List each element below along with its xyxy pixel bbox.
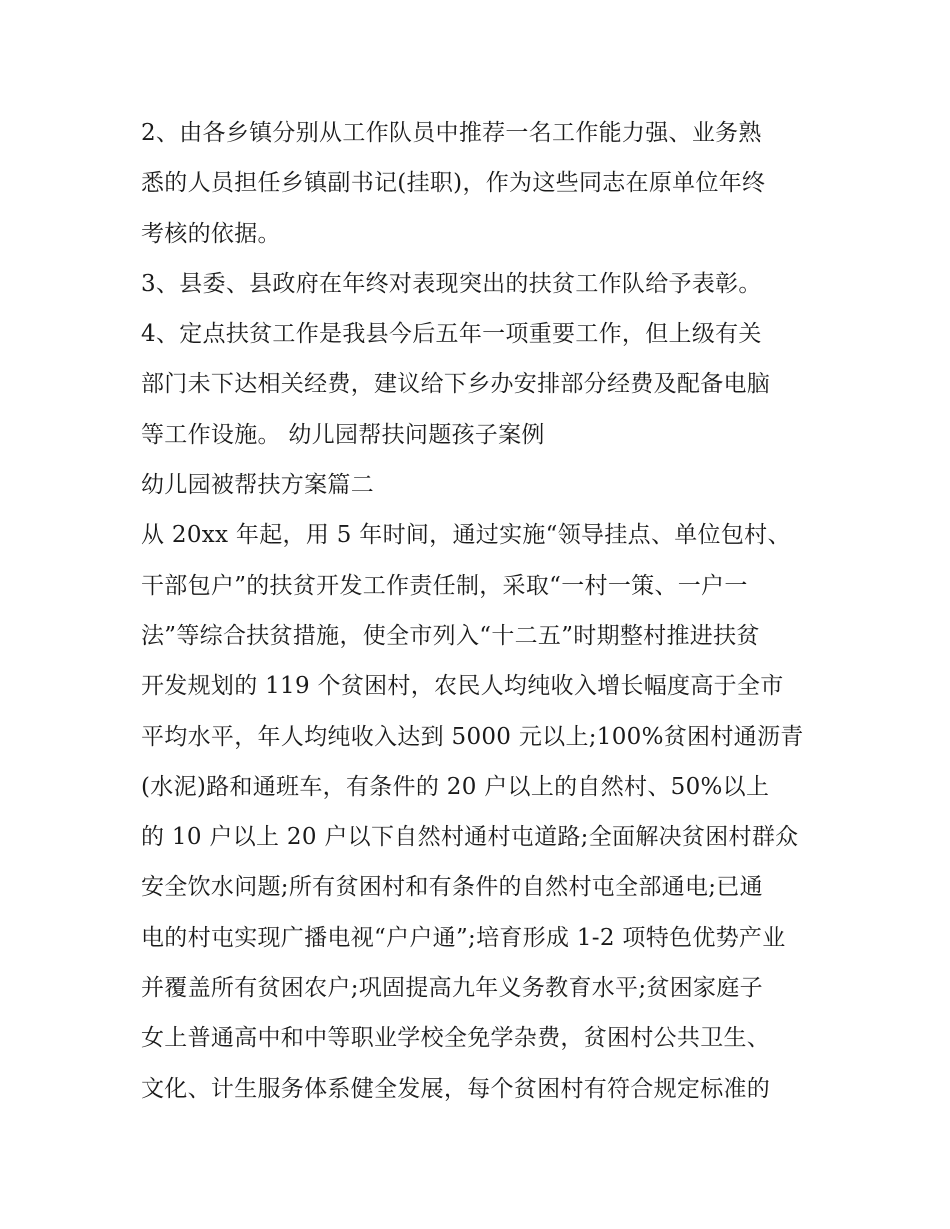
text-line: (水泥)路和通班车，有条件的 20 户以上的自然村、50%以上 (141, 773, 770, 800)
text-line: 平均水平，年人均纯收入达到 5000 元以上;100%贫困村通沥青 (141, 723, 804, 750)
section-heading: 幼儿园被帮扶方案篇二 (141, 472, 374, 499)
text-line: 4、定点扶贫工作是我县今后五年一项重要工作，但上级有关 (141, 321, 762, 348)
text-line: 干部包户”的扶贫开发工作责任制，采取“一村一策、一户一 (141, 572, 748, 599)
text-line: 文化、计生服务体系健全发展，每个贫困村有符合规定标准的 (141, 1075, 771, 1102)
text-line: 开发规划的 119 个贫困村，农民人均纯收入增长幅度高于全市 (141, 673, 784, 700)
text-line: 安全饮水问题;所有贫困村和有条件的自然村屯全部通电;已通 (141, 874, 763, 901)
text-line: 从 20xx 年起，用 5 年时间，通过实施“领导挂点、单位包村、 (141, 522, 791, 549)
text-line: 并覆盖所有贫困农户;巩固提高九年义务教育水平;贫困家庭子 (141, 975, 763, 1002)
text-line: 2、由各乡镇分别从工作队员中推荐一名工作能力强、业务熟 (141, 120, 762, 146)
text-line: 部门未下达相关经费，建议给下乡办安排部分经费及配备电脑 (141, 371, 771, 398)
text-line: 考核的依据。 (141, 220, 281, 247)
text-line: 女上普通高中和中等职业学校全免学杂费，贫困村公共卫生、 (141, 1025, 771, 1052)
text-line: 法”等综合扶贫措施，使全市列入“十二五”时期整村推进扶贫 (141, 622, 760, 649)
document-body (141, 108, 817, 1114)
text-line: 3、县委、县政府在年终对表现突出的扶贫工作队给予表彰。 (141, 270, 762, 297)
text-line: 悉的人员担任乡镇副书记(挂职)，作为这些同志在原单位年终 (141, 170, 766, 197)
text-line: 电的村屯实现广播电视“户户通”;培育形成 1-2 项特色优势产业 (141, 924, 786, 951)
text-line: 等工作设施。 幼儿园帮扶问题孩子案例 (141, 421, 545, 448)
text-line: 的 10 户以上 20 户以下自然村通村屯道路;全面解决贫困村群众 (141, 824, 799, 851)
